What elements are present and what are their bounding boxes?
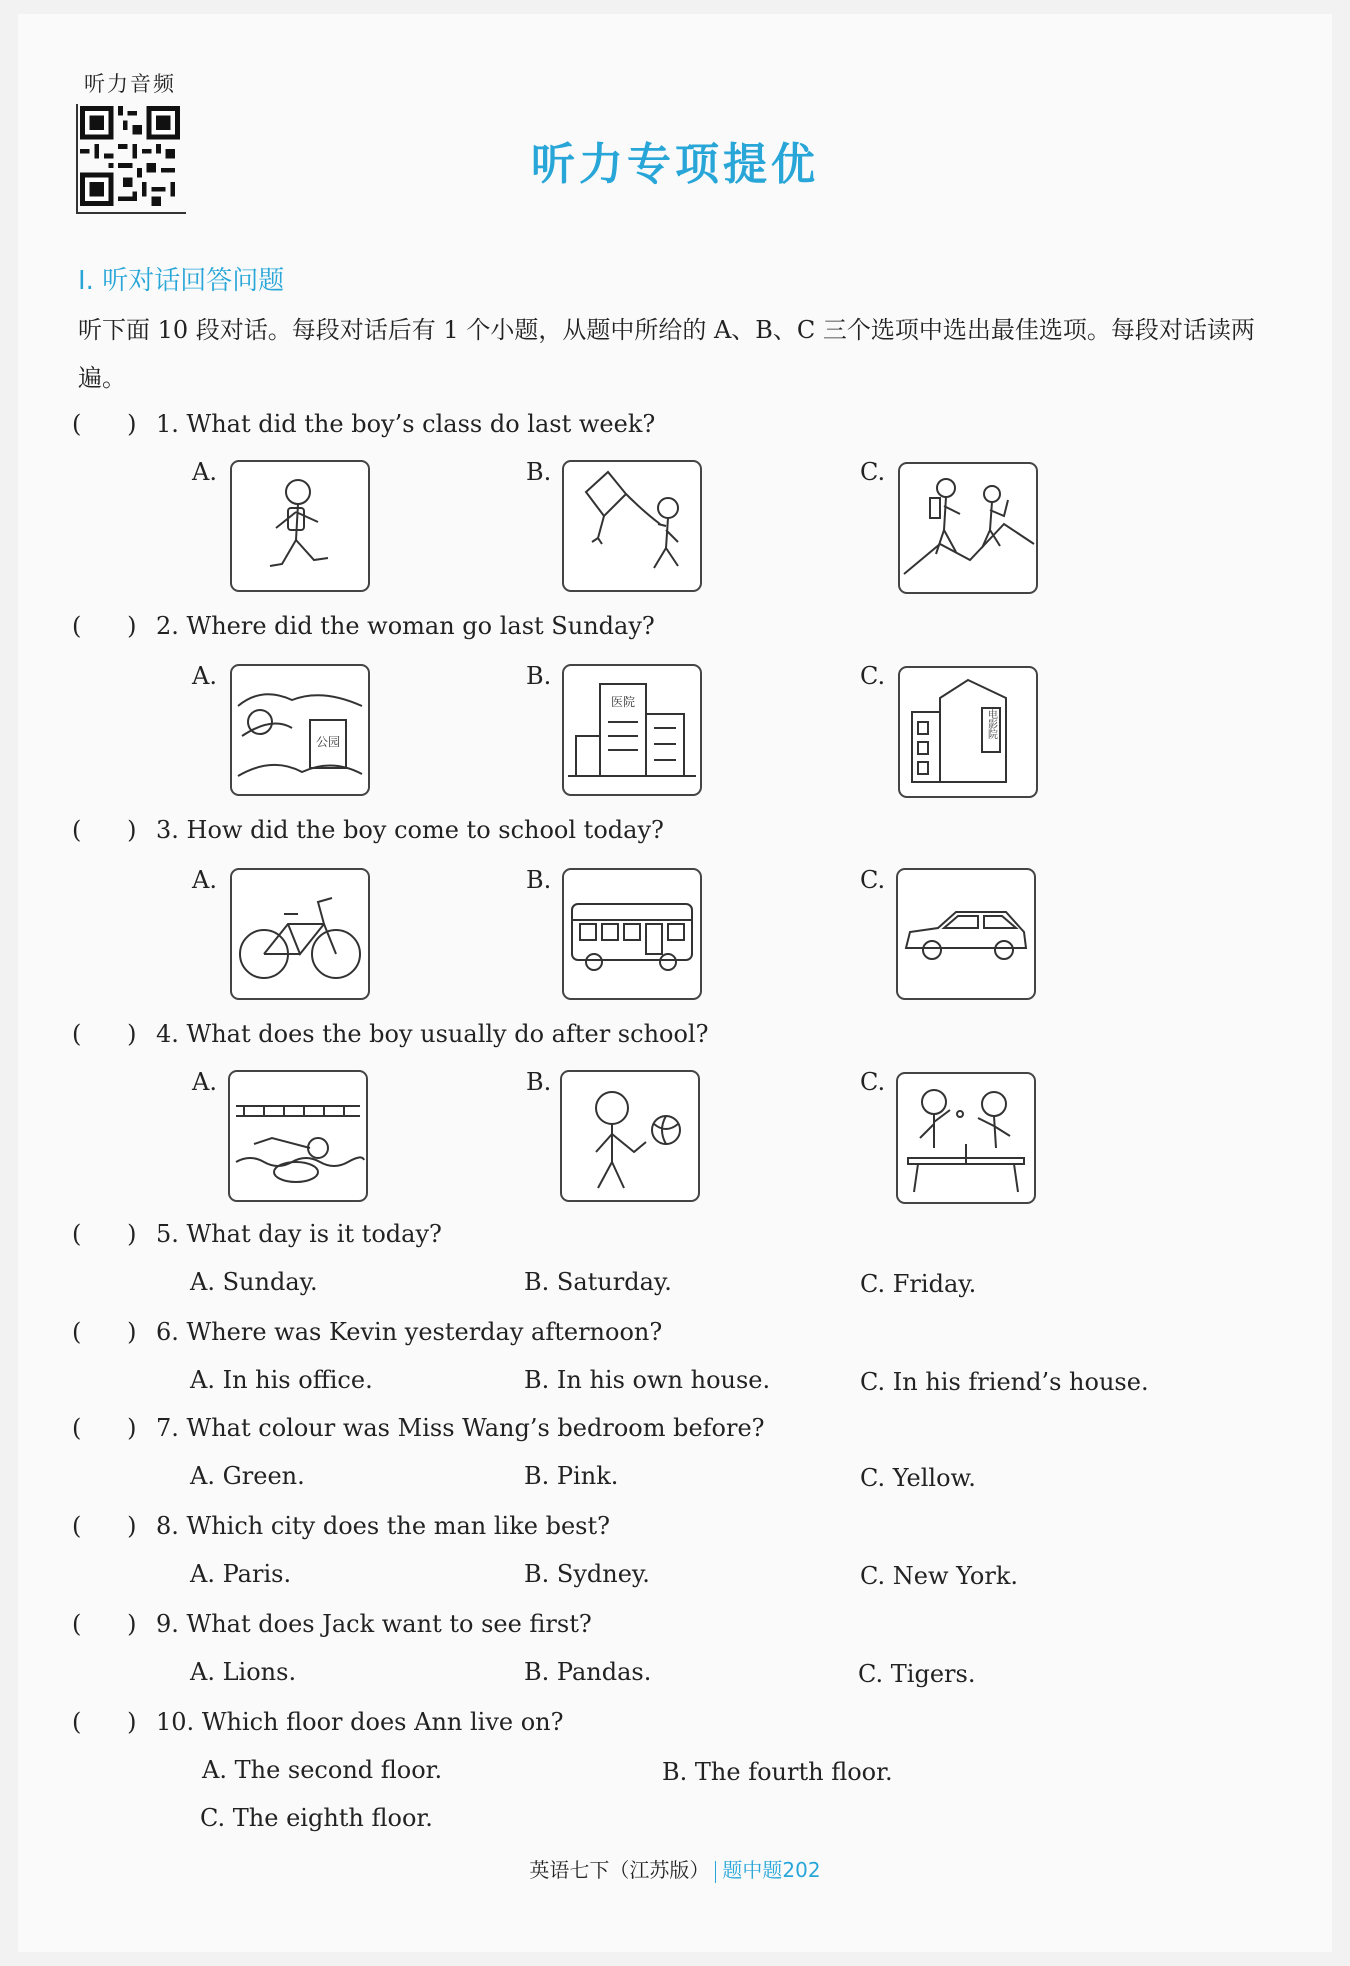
option-c[interactable]: C. Friday. (860, 1270, 977, 1298)
instructions: 听下面 10 段对话。每段对话后有 1 个小题，从题中所给的 A、B、C 三个选项中选出最佳选项。每段对话读两遍。 (78, 316, 1255, 392)
qr-label: 听力音频 (84, 72, 176, 96)
question-number: 9. (156, 1610, 179, 1638)
option-letter: C. (860, 662, 886, 690)
car-icon[interactable] (896, 868, 1036, 1000)
option-letter: A. (192, 458, 217, 486)
option-letter: A. (192, 866, 217, 894)
volleyball-icon[interactable] (560, 1070, 700, 1202)
option-letter: B. (526, 458, 552, 486)
swimming-icon[interactable] (228, 1070, 368, 1202)
answer-blank[interactable]: ( ) (72, 1512, 137, 1540)
cinema-sign: 电影院 (985, 709, 997, 739)
cinema-icon[interactable] (898, 666, 1038, 798)
question-text: Where did the woman go last Sunday? (186, 612, 655, 640)
option-letter: C. (860, 866, 886, 894)
table-tennis-icon[interactable] (896, 1072, 1036, 1204)
option-c[interactable]: C. The eighth floor. (200, 1804, 433, 1832)
section-heading: Ⅰ. 听对话回答问题 (78, 266, 285, 296)
option-letter: A. (192, 662, 217, 690)
answer-blank[interactable]: ( ) (72, 1020, 137, 1048)
option-a[interactable]: A. Sunday. (190, 1268, 318, 1296)
climbing-hikers-icon[interactable] (898, 462, 1038, 594)
question-number: 6. (156, 1318, 179, 1346)
page-title: 听力专项提优 (531, 139, 819, 190)
option-b[interactable]: B. In his own house. (524, 1366, 771, 1394)
answer-blank[interactable]: ( ) (72, 612, 137, 640)
question-text: What did the boy’s class do last week? (186, 410, 656, 438)
question-text: What does the boy usually do after school? (186, 1020, 709, 1048)
question-number: 1. (156, 410, 179, 438)
brand-name: 题中题 (722, 1858, 783, 1882)
question-number: 7. (156, 1414, 179, 1442)
page-footer (0, 1854, 1350, 1883)
question-text: What colour was Miss Wang’s bedroom before? (186, 1414, 765, 1442)
option-b[interactable]: B. The fourth floor. (662, 1758, 893, 1786)
question-10 (72, 1708, 564, 1736)
park-icon[interactable] (230, 664, 370, 796)
answer-blank[interactable]: ( ) (72, 1414, 137, 1442)
page-number: 202 (782, 1858, 821, 1882)
question-8 (72, 1512, 610, 1540)
answer-blank[interactable]: ( ) (72, 1220, 137, 1248)
question-text: Which floor does Ann live on? (201, 1708, 564, 1736)
option-letter: B. (526, 662, 552, 690)
option-b[interactable]: B. Pandas. (524, 1658, 652, 1686)
question-text: Where was Kevin yesterday afternoon? (186, 1318, 663, 1346)
book-title: 英语七下（江苏版） (529, 1858, 710, 1882)
option-c[interactable]: C. Tigers. (858, 1660, 976, 1688)
question-7 (72, 1414, 765, 1442)
question-1 (72, 410, 655, 438)
bus-icon[interactable] (562, 868, 702, 1000)
answer-blank[interactable]: ( ) (72, 816, 137, 844)
question-text: What does Jack want to see first? (186, 1610, 592, 1638)
option-b[interactable]: B. Sydney. (524, 1560, 650, 1588)
option-letter: C. (860, 1068, 886, 1096)
option-letter: B. (526, 866, 552, 894)
question-number: 2. (156, 612, 179, 640)
flying-kite-icon[interactable] (562, 460, 702, 592)
answer-blank[interactable]: ( ) (72, 1610, 137, 1638)
option-a[interactable]: A. Lions. (190, 1658, 297, 1686)
question-2 (72, 612, 655, 640)
option-letter: A. (192, 1068, 217, 1096)
question-number: 8. (156, 1512, 179, 1540)
option-a[interactable]: A. Green. (190, 1462, 305, 1490)
option-a[interactable]: A. Paris. (190, 1560, 292, 1588)
question-6 (72, 1318, 662, 1346)
option-c[interactable]: C. In his friend’s house. (860, 1368, 1149, 1396)
bicycle-icon[interactable] (230, 868, 370, 1000)
running-boy-icon[interactable] (230, 460, 370, 592)
question-text: How did the boy come to school today? (186, 816, 664, 844)
question-3 (72, 816, 664, 844)
answer-blank[interactable]: ( ) (72, 410, 137, 438)
answer-blank[interactable]: ( ) (72, 1318, 137, 1346)
option-a[interactable]: A. In his office. (190, 1366, 373, 1394)
option-c[interactable]: C. New York. (860, 1562, 1019, 1590)
option-letter: C. (860, 458, 886, 486)
option-a[interactable]: A. The second floor. (202, 1756, 443, 1784)
footer-divider (715, 1861, 716, 1883)
option-b[interactable]: B. Saturday. (524, 1268, 672, 1296)
question-text: What day is it today? (186, 1220, 442, 1248)
question-text: Which city does the man like best? (186, 1512, 610, 1540)
hospital-sign: 医院 (610, 695, 636, 709)
question-9 (72, 1610, 592, 1638)
question-number: 3. (156, 816, 179, 844)
answer-blank[interactable]: ( ) (72, 1708, 137, 1736)
park-sign: 公园 (315, 735, 341, 749)
question-4 (72, 1020, 708, 1048)
option-b[interactable]: B. Pink. (524, 1462, 619, 1490)
option-c[interactable]: C. Yellow. (860, 1464, 976, 1492)
question-number: 5. (156, 1220, 179, 1248)
hospital-icon[interactable] (562, 664, 702, 796)
question-number: 10. (156, 1708, 195, 1736)
question-number: 4. (156, 1020, 179, 1048)
question-5 (72, 1220, 442, 1248)
option-letter: B. (526, 1068, 552, 1096)
